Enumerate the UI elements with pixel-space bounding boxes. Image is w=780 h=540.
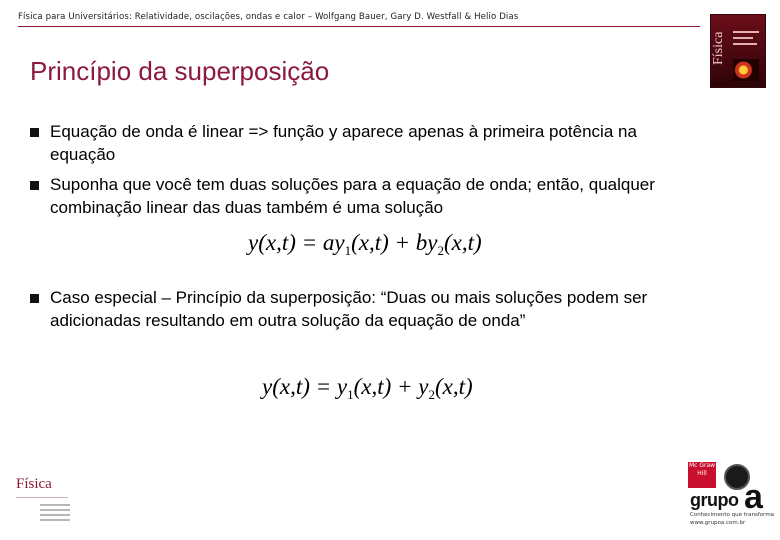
cover-decoration bbox=[733, 43, 757, 45]
slide-title: Princípio da superposição bbox=[30, 56, 330, 86]
formula-superposition: $y(x,t) = y_1(x,t) + y_2(x,t)$ bbox=[262, 374, 473, 402]
book-cover-thumbnail bbox=[710, 14, 766, 88]
bullet-text: Suponha que você tem duas soluções para a equação de onda; então, qualquer combinação linear das duas também é uma solução bbox=[50, 175, 655, 217]
publisher-site: www.grupoa.com.br bbox=[690, 520, 746, 526]
bullet-text: Equação de onda é linear => função y aparece apenas à primeira potência na equação bbox=[50, 122, 637, 164]
grupo-a-letter: a bbox=[744, 478, 763, 516]
header-divider bbox=[18, 26, 700, 27]
book-cover-title: Física bbox=[711, 31, 726, 65]
bullet-item bbox=[30, 121, 690, 166]
bullet-square-icon bbox=[30, 181, 39, 190]
mcgraw-hill-logo: Mc Graw Hill bbox=[688, 462, 716, 488]
cover-decoration bbox=[733, 37, 753, 39]
publisher-logo bbox=[688, 462, 775, 532]
running-header: Física para Universitários: Relatividade, oscilações, ondas e calor – Wolfgang Bauer, Gary D. Westfall & Helio Dias bbox=[18, 12, 519, 22]
formula-linear-combination: $y(x,t) = ay_1(x,t) + by_2(x,t)$ bbox=[248, 230, 482, 258]
bullet-item bbox=[30, 174, 690, 219]
bullet-square-icon bbox=[30, 128, 39, 137]
footer-book-logo bbox=[16, 476, 80, 528]
bullet-square-icon bbox=[30, 294, 39, 303]
footer-divider bbox=[16, 497, 68, 498]
bullet-text: Caso especial – Princípio da superposição: “Duas ou mais soluções podem ser adicionadas resultando em outra solução da equação de onda” bbox=[50, 288, 648, 330]
cover-decoration bbox=[733, 31, 759, 33]
footer-book-title: Física bbox=[16, 476, 52, 492]
publisher-tagline: Conhecimento que transforma bbox=[690, 512, 775, 518]
footer-fine-print bbox=[40, 504, 70, 524]
bullet-item bbox=[30, 287, 690, 332]
grupo-wordmark: grupo bbox=[690, 490, 739, 510]
cover-art bbox=[733, 59, 759, 81]
